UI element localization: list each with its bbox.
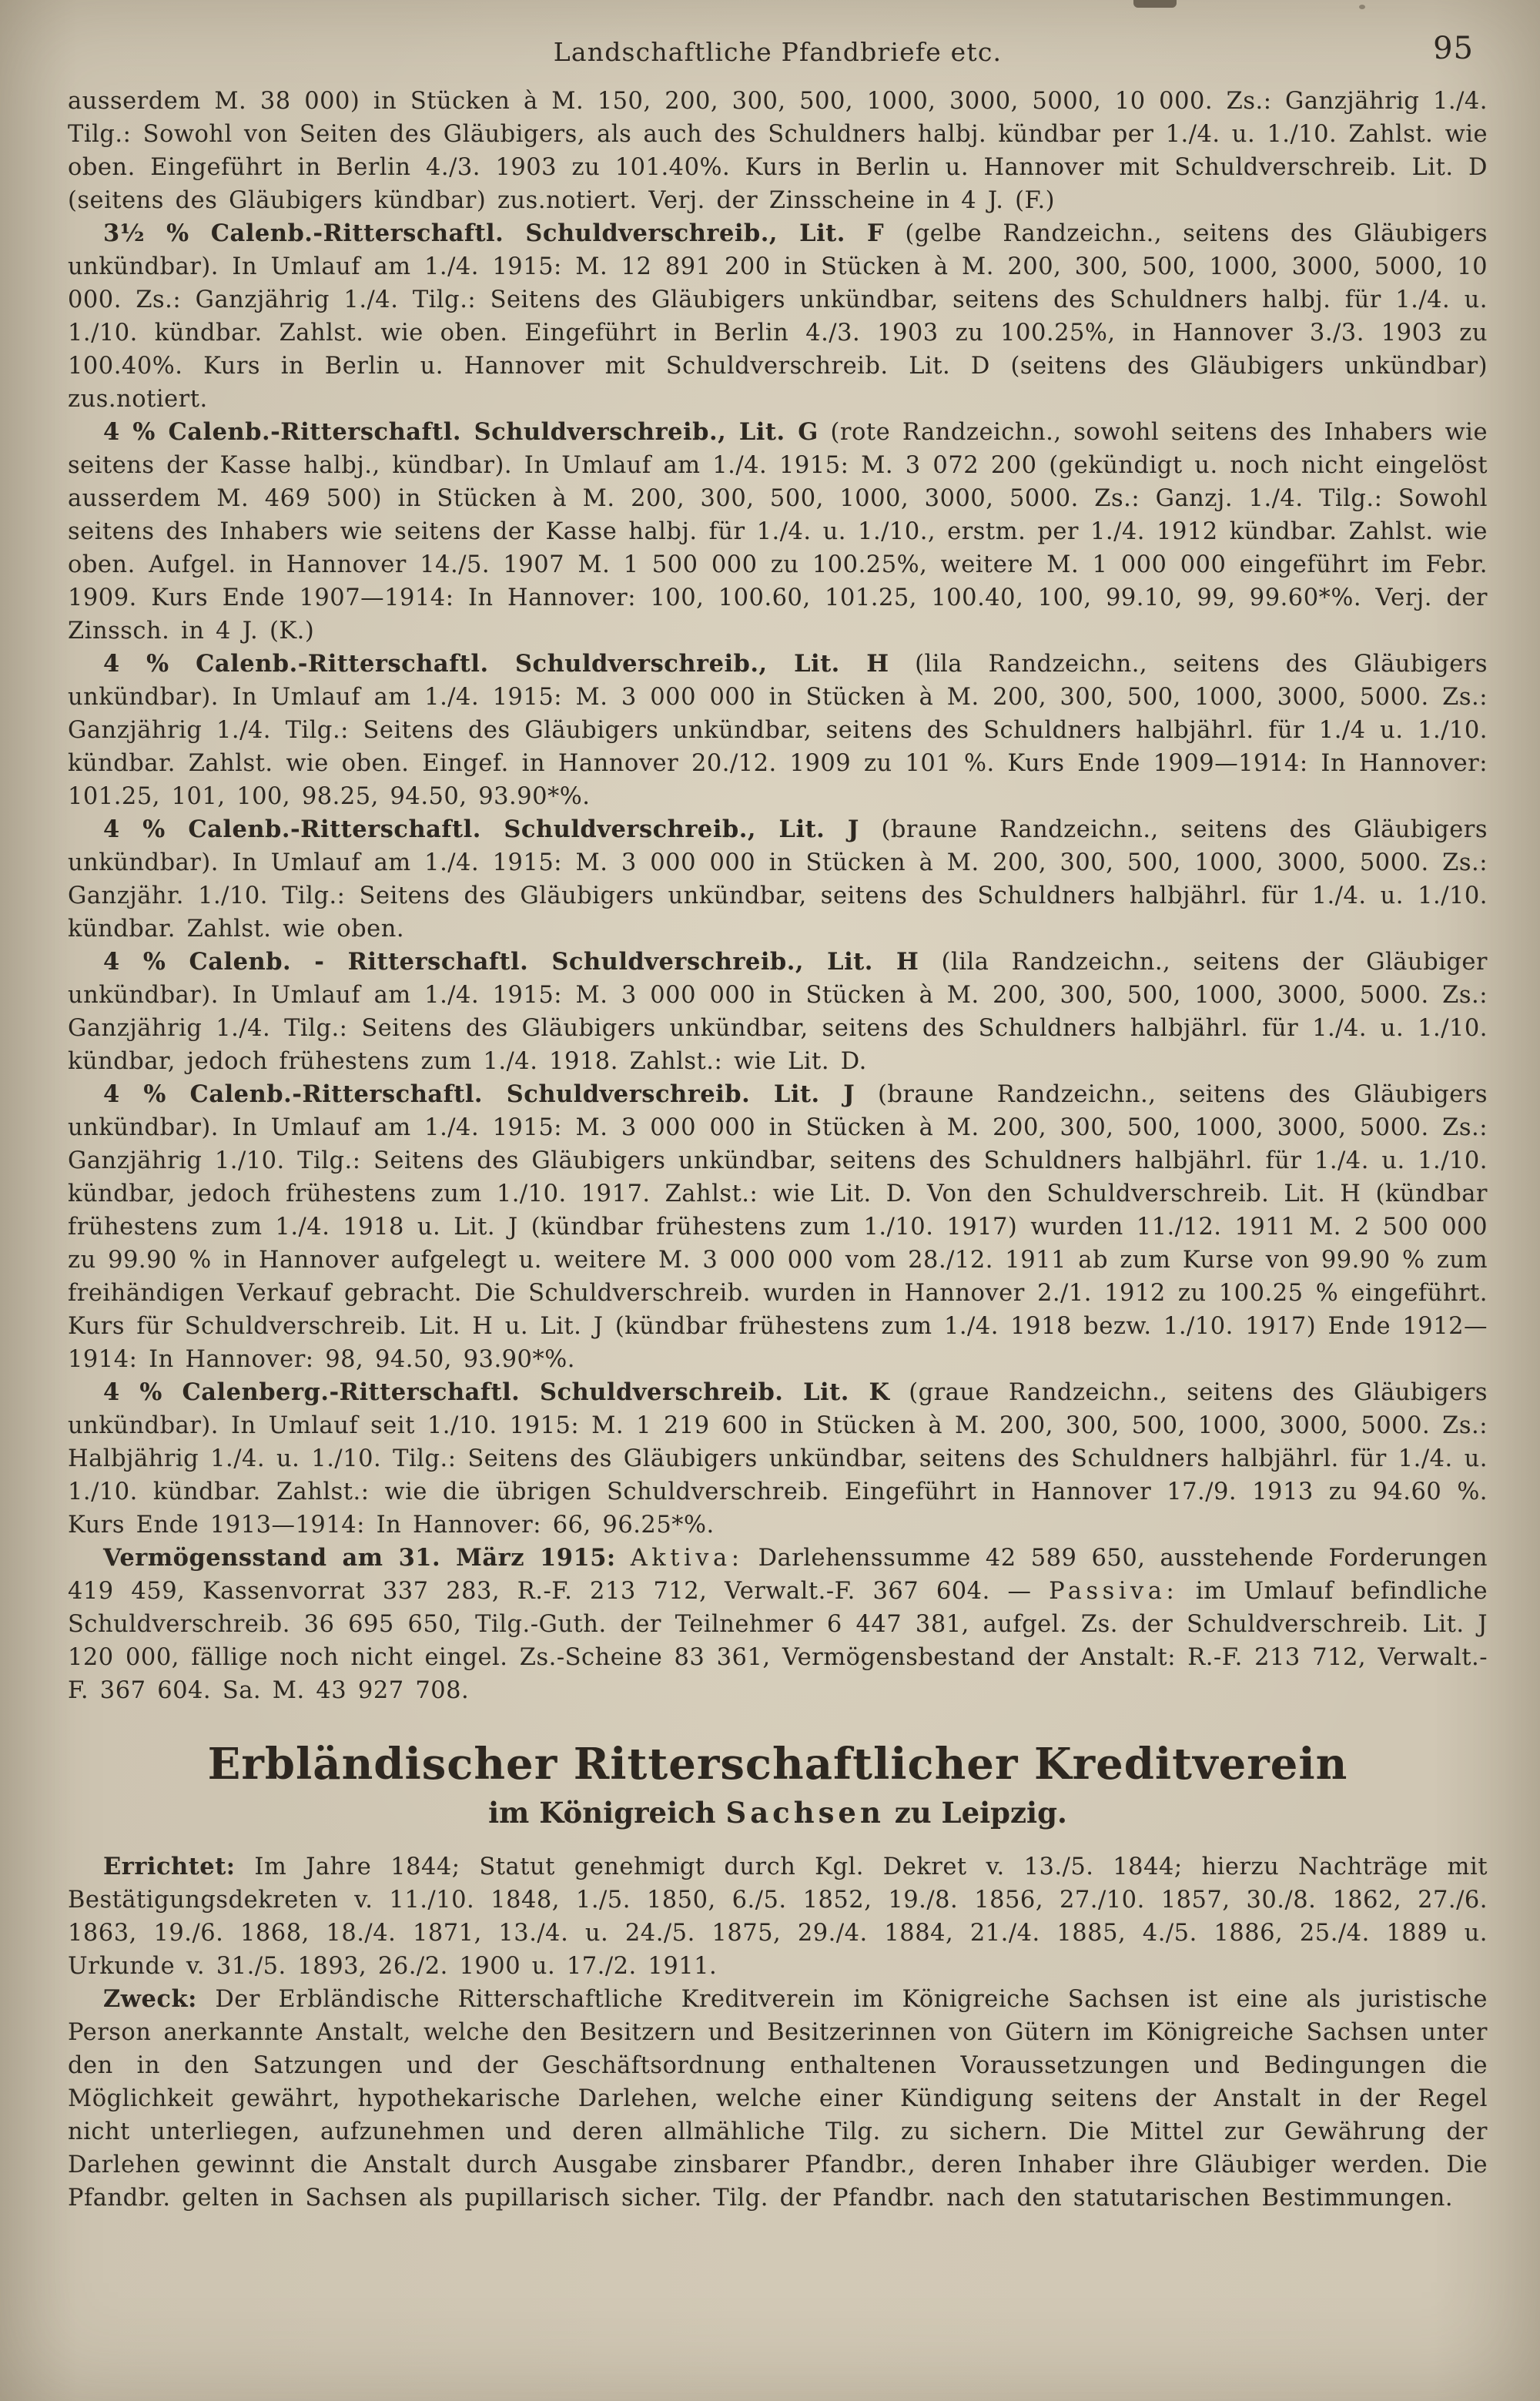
bold-run: 4 % Calenb.-Ritterschaftl. Schuldverschreib., Lit. G [103, 418, 819, 446]
text-run: Im Jahre 1844; Statut genehmigt durch Kgl. Dekret v. 13./5. 1844; hierzu Nachträge mit Bestätigungsdekreten v. 11./10. 1848, 1./5. 1850, 6./5. 1852, 19./8. 1856, 27./10. 1857, 30./8. 1862, 27./6. 1863, 19./6. 1868, 18./4. 1871, 13./4. u. 24./5. 1875, 29./4. 1884, 21./4. 1885, 4./5. 1886, 25./4. 1889 u. Urkunde v. 31./5. 1893, 26./2. 1900 u. 17./2. 1911. [68, 1853, 1488, 1980]
paragraph [68, 946, 1488, 1078]
page-body [68, 85, 1488, 2215]
paragraph [68, 1078, 1488, 1376]
text-run: (braune Randzeichn., seitens des Gläubigers unkündbar). In Umlauf am 1./4. 1915: M. 3 000 000 in Stücken à M. 200, 300, 500, 1000, 3000, 5000. Zs.: Ganzjährig 1./10. Tilg.: Seitens des Gläubigers unkündbar, seitens des Schuldners halbjährl. für 1./4. u. 1./10. kündbar, jedoch frühestens zum 1./10. 1917. Zahlst.: wie Lit. D. Von den Schuldverschreib. Lit. H (kündbar frühestens zum 1./4. 1918 u. Lit. J (kündbar frühestens zum 1./10. 1917) wurden 11./12. 1911 M. 2 500 000 zu 99.90 % in Hannover aufgelegt u. weitere M. 3 000 000 vom 28./12. 1911 ab zum Kurse von 99.90 % zum freihändigen Verkauf gebracht. Die Schuldverschreib. wurden in Hannover 2./1. 1912 zu 100.25 % eingeführt. Kurs für Schuldverschreib. Lit. H u. Lit. J (kündbar frühestens zum 1./4. 1918 bezw. 1./10. 1917) Ende 1912—1914: In Hannover: 98, 94.50, 93.90*%. [68, 1081, 1488, 1373]
text-run: (lila Randzeichn., seitens des Gläubigers unkündbar). In Umlauf am 1./4. 1915: M. 3 000 000 in Stücken à M. 200, 300, 500, 1000, 3000, 5000. Zs.: Ganzjährig 1./4. Tilg.: Seitens des Gläubigers unkündbar, seitens des Schuldners halbjährl. für 1./4 u. 1./10. kündbar. Zahlst. wie oben. Eingef. in Hannover 20./12. 1909 zu 101 %. Kurs Ende 1909—1914: In Hannover: 101.25, 101, 100, 98.25, 94.50, 93.90*%. [68, 651, 1488, 810]
running-title: Landschaftliche Pfandbriefe etc. [553, 37, 1003, 67]
bold-run: zu Leipzig. [884, 1796, 1067, 1830]
text-run: Darlehenssumme 42 589 650, ausstehende Forderungen 419 459, Kassenvorrat 337 283, R.-F. 213 712, Verwalt.-F. 367 604. — [68, 1545, 1488, 1605]
section-title: Erbländischer Ritterschaftlicher Kreditverein [207, 1739, 1348, 1790]
text-run: (braune Randzeichn., seitens des Gläubigers unkündbar). In Umlauf am 1./4. 1915: M. 3 000 000 in Stücken à M. 200, 300, 500, 1000, 3000, 5000. Zs.: Ganzjähr. 1./10. Tilg.: Seitens des Gläubigers unkündbar, seitens des Schuldners halbjährl. für 1./4. u. 1./10. kündbar. Zahlst. wie oben. [68, 816, 1488, 943]
bold-run: 4 % Calenb.-Ritterschaftl. Schuldverschreib., Lit. H [103, 650, 889, 678]
spaced-run: Aktiva: [630, 1545, 744, 1572]
text-run: Der Erbländische Ritterschaftliche Kreditverein im Königreiche Sachsen ist eine als juristische Person anerkannte Anstalt, welche den Besitzern und Besitzerinnen von Gütern im Königreiche Sachsen unter den in den Satzungen und der Geschäftsordnung enthaltenen Voraussetzungen und Bedingungen die Möglichkeit gewährt, hypothekarische Darlehen, welche einer Kündigung seitens der Anstalt in der Regel nicht unterliegen, aufzunehmen und deren allmähliche Tilg. zu sichern. Die Mittel zur Gewährung der Darlehen gewinnt die Anstalt durch Ausgabe zinsbarer Pfandbr., deren Inhaber ihre Gläubiger werden. Die Pfandbr. gelten in Sachsen als pupillarisch sicher. Tilg. der Pfandbr. nach den statutarischen Bestimmungen. [68, 1986, 1488, 2212]
spaced-run: Passiva: [1049, 1578, 1179, 1605]
text-run: im Umlauf befindliche Schuldverschreib. 36 695 650, Tilg.-Guth. der Teilnehmer 6 447 381, aufgel. Zs. der Schuldverschreib. Lit. J 120 000, fällige noch nicht eingel. Zs.-Scheine 83 361, Vermögensbestand der Anstalt: R.-F. 213 712, Verwalt.-F. 367 604. Sa. M. 43 927 708. [68, 1578, 1488, 1704]
bold-run: 4 % Calenb.-Ritterschaftl. Schuldverschreib., Lit. J [103, 815, 859, 843]
paragraph [68, 85, 1488, 217]
bold-run: 4 % Calenb. - Ritterschaftl. Schuldverschreib., Lit. H [103, 948, 919, 976]
text-run: (gelbe Randzeichn., seitens des Gläubigers unkündbar). In Umlauf am 1./4. 1915: M. 12 891 200 in Stücken à M. 200, 300, 500, 1000, 3000, 5000, 10 000. Zs.: Ganzjährig 1./4. Tilg.: Seitens des Gläubigers unkündbar, seitens des Schuldners halbj. für 1./4. u. 1./10. kündbar. Zahlst. wie oben. Eingeführt in Berlin 4./3. 1903 zu 100.25%, in Hannover 3./3. 1903 zu 100.40%. Kurs in Berlin u. Hannover mit Schuldverschreib. Lit. D (seitens des Gläubigers unkündbar) zus.notiert. [68, 220, 1488, 413]
bold-run: Zweck: [103, 1985, 197, 2013]
paragraph [68, 648, 1488, 813]
scan-artifact [1133, 0, 1177, 8]
paragraph [68, 1850, 1488, 1983]
bold-run: Sachsen [725, 1796, 885, 1830]
page-number: 95 [1433, 31, 1474, 66]
bold-run: 4 % Calenberg.-Ritterschaftl. Schuldverschreib. Lit. K [103, 1378, 890, 1406]
bold-run: Vermögensstand am 31. März 1915: [103, 1544, 616, 1572]
paragraph [68, 1376, 1488, 1542]
paragraph [68, 217, 1488, 416]
scan-artifact [1359, 5, 1365, 9]
text-run: ausserdem M. 38 000) in Stücken à M. 150, 200, 300, 500, 1000, 3000, 5000, 10 000. Zs.: Ganzjährig 1./4. Tilg.: Sowohl von Seiten des Gläubigers, als auch des Schuldners halbj. kündbar per 1./4. u. 1./10. Zahlst. wie oben. Eingeführt in Berlin 4./3. 1903 zu 101.40%. Kurs in Berlin u. Hannover mit Schuldverschreib. Lit. D (seitens des Gläubigers kündbar) zus.notiert. Verj. der Zinsscheine in 4 J. (F.) [68, 88, 1488, 214]
bold-run: Errichtet: [103, 1853, 236, 1880]
bold-run: 3½ % Calenb.-Ritterschaftl. Schuldverschreib., Lit. F [103, 219, 885, 247]
paragraph [68, 1542, 1488, 1707]
bold-run: 4 % Calenb.-Ritterschaftl. Schuldverschreib. Lit. J [103, 1080, 855, 1108]
text-run: (lila Randzeichn., seitens der Gläubiger unkündbar). In Umlauf am 1./4. 1915: M. 3 000 000 in Stücken à M. 200, 300, 500, 1000, 3000, 5000. Zs.: Ganzjährig 1./4. Tilg.: Seitens des Gläubigers unkündbar, seitens des Schuldners halbjährl. für 1./4. u. 1./10. kündbar, jedoch frühestens zum 1./4. 1918. Zahlst.: wie Lit. D. [68, 949, 1488, 1075]
paragraph [68, 1983, 1488, 2215]
page-header [68, 29, 1488, 74]
paragraph [68, 813, 1488, 946]
section-subtitle [68, 1795, 1488, 1830]
text-run [616, 1545, 631, 1572]
text-run: (rote Randzeichn., sowohl seitens des Inhabers wie seitens der Kasse halbj., kündbar). In Umlauf am 1./4. 1915: M. 3 072 200 (gekündigt u. noch nicht eingelöst ausserdem M. 469 500) in Stücken à M. 200, 300, 500, 1000, 3000, 5000. Zs.: Ganzj. 1./4. Tilg.: Sowohl seitens des Inhabers wie seitens der Kasse halbj. für 1./4. u. 1./10., erstm. per 1./4. 1912 kündbar. Zahlst. wie oben. Aufgel. in Hannover 14./5. 1907 M. 1 500 000 zu 100.25%, weitere M. 1 000 000 eingeführt im Febr. 1909. Kurs Ende 1907—1914: In Hannover: 100, 100.60, 101.25, 100.40, 100, 99.10, 99, 99.60*%. Verj. der Zinssch. in 4 J. (K.) [68, 419, 1488, 645]
text-run: (graue Randzeichn., seitens des Gläubigers unkündbar). In Umlauf seit 1./10. 1915: M. 1 219 600 in Stücken à M. 200, 300, 500, 1000, 3000, 5000. Zs.: Halbjährig 1./4. u. 1./10. Tilg.: Seitens des Gläubigers unkündbar, seitens des Schuldners halbjährl. für 1./4. u. 1./10. kündbar. Zahlst.: wie die übrigen Schuldverschreib. Eingeführt in Hannover 17./9. 1913 zu 94.60 %. Kurs Ende 1913—1914: In Hannover: 66, 96.25*%. [68, 1379, 1488, 1539]
bold-run: im Königreich [488, 1796, 726, 1830]
paragraph [68, 416, 1488, 648]
